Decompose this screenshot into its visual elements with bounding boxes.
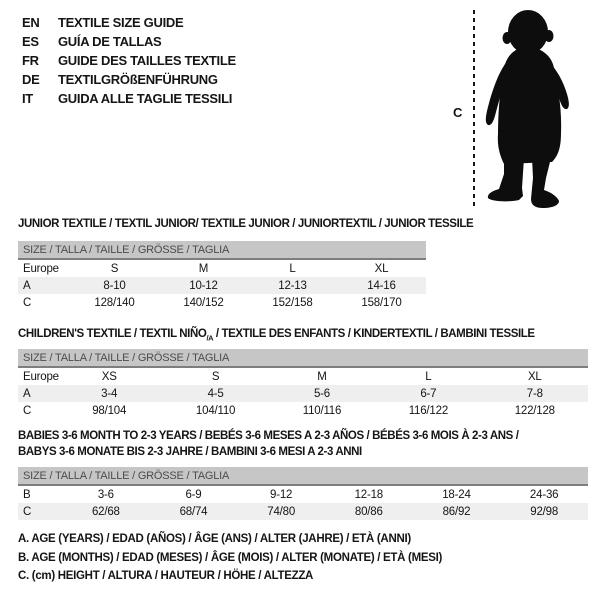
language-label: TEXTILGRÖßENFÜHRUNG bbox=[58, 72, 218, 87]
table-cell: XS bbox=[101, 370, 117, 383]
language-title-list bbox=[22, 13, 236, 108]
table-cell: 3-4 bbox=[56, 385, 162, 402]
table-cell: 110/116 bbox=[302, 404, 342, 417]
size-table-junior bbox=[18, 241, 426, 311]
table-cell: 98/104 bbox=[92, 404, 127, 417]
footnote-a: A. AGE (YEARS) / EDAD (AÑOS) / ÂGE (ANS) / ALTER (JAHRE) / ETÀ (ANNI) bbox=[18, 533, 411, 545]
table-cell: S bbox=[110, 262, 119, 275]
table-cell: 140/152 bbox=[183, 296, 224, 309]
junior-section-title bbox=[18, 216, 473, 232]
table-cell: S bbox=[211, 370, 220, 383]
size-header-bar: SIZE / TALLA / TAILLE / GRÖSSE / TAGLIA bbox=[18, 241, 426, 259]
row-label: C bbox=[23, 296, 32, 309]
table-cell: 116/122 bbox=[408, 404, 449, 417]
language-label: GUIDA ALLE TAGLIE TESSILI bbox=[58, 91, 233, 106]
size-header-bar: SIZE / TALLA / TAILLE / GRÖSSE / TAGLIA bbox=[18, 349, 588, 367]
children-title-sub: /A bbox=[206, 333, 214, 343]
table-cell: 14-16 bbox=[337, 277, 426, 294]
language-row-en bbox=[22, 13, 236, 32]
table-cell: XL bbox=[374, 262, 389, 275]
table-row bbox=[18, 259, 426, 277]
table-cell: 5-6 bbox=[269, 385, 375, 402]
language-code: EN bbox=[22, 15, 40, 30]
table-cell: 3-6 bbox=[97, 488, 114, 501]
table-cell: 18-24 bbox=[442, 488, 471, 501]
table-cell: M bbox=[317, 370, 327, 383]
language-label: TEXTILE SIZE GUIDE bbox=[58, 15, 184, 30]
table-cell: 4-5 bbox=[162, 385, 268, 402]
table-row bbox=[18, 367, 588, 385]
table-cell: 7-8 bbox=[482, 385, 588, 402]
table-cell: 74/80 bbox=[237, 503, 325, 520]
table-cell: 8-10 bbox=[70, 277, 159, 294]
table-cell: 10-12 bbox=[159, 277, 248, 294]
language-label: GUÍA DE TALLAS bbox=[58, 34, 162, 49]
table-cell: 12-18 bbox=[354, 488, 383, 501]
height-measure-label: C bbox=[453, 105, 463, 120]
table-cell: 104/110 bbox=[195, 404, 236, 417]
language-code: DE bbox=[22, 72, 40, 87]
baby-silhouette-icon bbox=[478, 6, 582, 212]
table-cell: 92/98 bbox=[500, 503, 588, 520]
size-header-bar: SIZE / TALLA / TAILLE / GRÖSSE / TAGLIA bbox=[18, 467, 588, 485]
children-title-pre: CHILDREN'S TEXTILE / TEXTIL NIÑO bbox=[18, 328, 207, 340]
footnotes bbox=[18, 530, 442, 586]
row-label: B bbox=[23, 488, 31, 501]
table-cell: 158/170 bbox=[361, 296, 402, 309]
language-code: IT bbox=[22, 91, 33, 106]
table-cell: 24-36 bbox=[529, 488, 559, 501]
table-cell: L bbox=[425, 370, 432, 383]
table-cell: 128/140 bbox=[94, 296, 135, 309]
row-label: Europe bbox=[23, 262, 59, 275]
table-row bbox=[18, 402, 588, 419]
table-cell: 80/86 bbox=[325, 503, 413, 520]
table-cell: 152/158 bbox=[272, 296, 313, 309]
children-title-post: / TEXTILE DES ENFANTS / KINDERTEXTIL / BAMBINI TESSILE bbox=[213, 328, 535, 340]
language-code: ES bbox=[22, 34, 39, 49]
footnote-b: B. AGE (MONTHS) / EDAD (MESES) / ÂGE (MOIS) / ALTER (MONATE) / ETÀ (MESI) bbox=[18, 551, 443, 564]
table-cell: M bbox=[198, 262, 209, 275]
babies-title-line1: BABIES 3-6 MONTH TO 2-3 YEARS / BEBÉS 3-6 MESES A 2-3 AÑOS / BÉBÉS 3-6 MOIS À 2-3 ANS / bbox=[18, 430, 519, 442]
table-cell: XL bbox=[527, 370, 542, 383]
footnote-c: C. (cm) HEIGHT / ALTURA / HAUTEUR / HÖHE / ALTEZZA bbox=[18, 570, 314, 583]
table-cell: 62/68 bbox=[62, 503, 150, 520]
babies-section-title bbox=[18, 428, 519, 460]
table-cell: 9-12 bbox=[270, 488, 293, 501]
table-cell: 68/74 bbox=[150, 503, 238, 520]
language-code: FR bbox=[22, 53, 39, 68]
language-row-fr bbox=[22, 51, 236, 70]
row-label: A bbox=[18, 385, 56, 402]
language-row-es bbox=[22, 32, 236, 51]
row-label: C bbox=[23, 404, 32, 417]
table-cell: L bbox=[289, 262, 296, 275]
language-row-de bbox=[22, 70, 236, 89]
language-row-it bbox=[22, 89, 236, 108]
table-cell: 6-9 bbox=[185, 488, 202, 501]
language-label: GUIDE DES TAILLES TEXTILE bbox=[58, 53, 236, 68]
table-cell: 6-7 bbox=[375, 385, 481, 402]
table-row bbox=[18, 385, 588, 402]
height-measure-dashed-line bbox=[473, 10, 475, 208]
row-label: C bbox=[18, 503, 62, 520]
size-table-children bbox=[18, 349, 588, 419]
table-cell: 86/92 bbox=[413, 503, 501, 520]
table-cell: 122/128 bbox=[514, 404, 555, 417]
table-row bbox=[18, 485, 588, 503]
size-table-babies bbox=[18, 467, 588, 520]
babies-title-line2: BABYS 3-6 MONATE BIS 2-3 JAHRE / BAMBINI 3-6 MESI A 2-3 ANNI bbox=[18, 446, 362, 458]
table-row bbox=[18, 503, 588, 520]
row-label: A bbox=[18, 277, 70, 294]
children-section-title bbox=[18, 326, 535, 346]
row-label: Europe bbox=[23, 370, 59, 383]
table-row bbox=[18, 294, 426, 311]
table-row bbox=[18, 277, 426, 294]
table-cell: 12-13 bbox=[248, 277, 337, 294]
junior-title-text: JUNIOR TEXTILE / TEXTIL JUNIOR/ TEXTILE JUNIOR / JUNIORTEXTIL / JUNIOR TESSILE bbox=[18, 218, 474, 230]
